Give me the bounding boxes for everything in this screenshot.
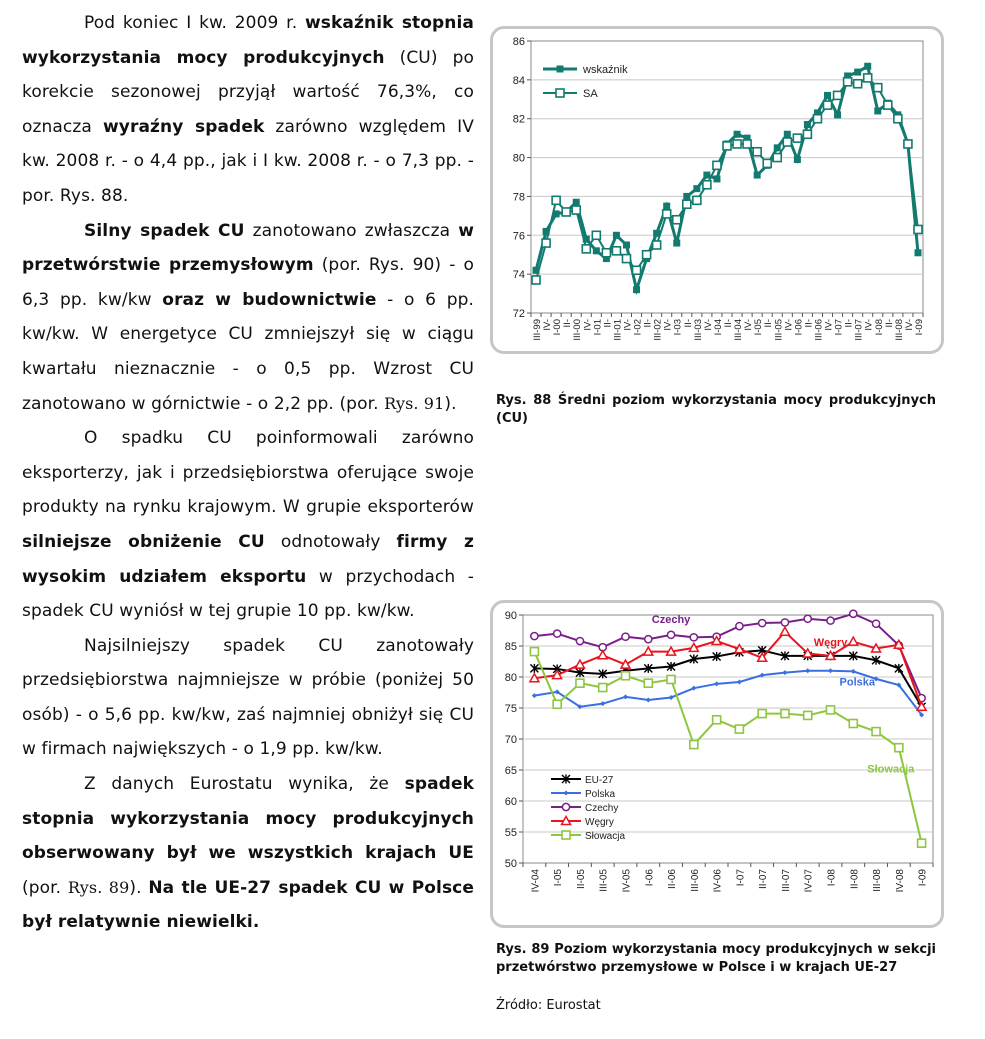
bold-text: oraz w budownictwie bbox=[162, 289, 377, 310]
y-tick-label: 50 bbox=[504, 858, 517, 870]
y-tick-label: 80 bbox=[504, 672, 517, 684]
data-point bbox=[874, 107, 881, 114]
data-point bbox=[773, 154, 781, 162]
y-tick-label: 74 bbox=[512, 269, 525, 282]
y-tick-label: 70 bbox=[504, 734, 517, 746]
data-point bbox=[592, 231, 600, 239]
annotation-słowacja: Słowacja bbox=[867, 763, 915, 776]
x-tick-label: I-08 bbox=[873, 319, 885, 336]
data-point bbox=[824, 92, 831, 99]
data-point bbox=[763, 159, 771, 167]
text-run: - o 6 pp. kw/kw. W energetyce CU zmniejszył się w ciągu kwartału nieznacznie - o 0,5 pp. Wzrost CU zanotowano w górnictwie - o 2,2 pp. (por. bbox=[22, 289, 475, 414]
legend-label: Węgry bbox=[585, 817, 614, 828]
x-tick-label: IV-05 bbox=[621, 869, 633, 893]
x-tick-label: III-99 bbox=[532, 319, 544, 341]
data-point bbox=[874, 84, 882, 92]
legend-label: wskaźnik bbox=[583, 64, 628, 76]
text-run: zarówno względem IV kw. 2008 r. - o 4,4 pp., jak i I kw. 2008 r. - o 7,3 pp. - por. Rys. 88. bbox=[22, 116, 474, 206]
data-point bbox=[884, 101, 892, 109]
data-point bbox=[872, 620, 879, 627]
data-point bbox=[844, 78, 852, 86]
cu-average-line-chart bbox=[493, 29, 941, 351]
cu-countries-line-chart bbox=[493, 603, 941, 925]
data-point bbox=[683, 200, 691, 208]
bold-text: Silny spadek CU bbox=[84, 220, 245, 241]
annotation-węgry: Węgry bbox=[813, 636, 848, 649]
data-point bbox=[703, 181, 711, 189]
x-tick-label: III-07 bbox=[780, 869, 792, 892]
x-tick-label: II-08 bbox=[849, 869, 861, 890]
x-tick-label: III-05 bbox=[773, 319, 785, 341]
data-point bbox=[849, 720, 857, 728]
caption-rys-89: Rys. 89 Poziom wykorzystania mocy produkcyjnych w sekcji przetwórstwo przemysłowe w Polsce i w krajach UE-27 bbox=[496, 942, 936, 975]
x-tick-label: IV- bbox=[743, 319, 755, 331]
text-run: (CU) po korekcie sezonowej przyjął wartość 76,3%, co oznacza bbox=[22, 47, 474, 137]
text-run: (por. bbox=[22, 877, 68, 898]
data-point bbox=[872, 728, 880, 736]
data-point bbox=[633, 286, 640, 293]
y-tick-label: 76 bbox=[512, 230, 525, 243]
x-tick-label: IV-04 bbox=[530, 869, 542, 893]
x-tick-label: III-00 bbox=[572, 319, 584, 341]
text-run: Pod koniec I kw. 2009 r. bbox=[84, 13, 305, 33]
data-point bbox=[794, 156, 801, 163]
bold-text: w przetwórstwie przemysłowym bbox=[22, 220, 474, 276]
x-tick-label: I-02 bbox=[632, 319, 644, 336]
x-tick-label: II- bbox=[723, 319, 734, 328]
x-tick-label: I-00 bbox=[552, 319, 564, 336]
data-point bbox=[530, 648, 538, 656]
y-tick-label: 85 bbox=[504, 641, 517, 653]
article-text bbox=[22, 6, 474, 940]
x-tick-label: II- bbox=[642, 319, 654, 328]
x-tick-label: I-01 bbox=[592, 319, 604, 336]
legend-marker bbox=[562, 831, 570, 839]
data-point bbox=[754, 172, 761, 179]
data-point bbox=[759, 619, 766, 626]
data-point bbox=[834, 91, 842, 99]
x-tick-label: II- bbox=[843, 319, 855, 328]
x-tick-label: IV- bbox=[783, 319, 795, 331]
chart-rys-89 bbox=[490, 600, 944, 928]
annotation-polska: Polska bbox=[839, 676, 876, 689]
x-tick-label: IV-06 bbox=[712, 869, 724, 893]
data-point bbox=[693, 196, 701, 204]
text-run: w przychodach - spadek CU wyniósł w tej grupie 10 pp. kw/kw. bbox=[22, 566, 475, 622]
data-point bbox=[793, 134, 801, 142]
data-point bbox=[904, 140, 912, 148]
data-point bbox=[622, 255, 630, 263]
y-tick-label: 82 bbox=[512, 113, 525, 126]
data-point bbox=[645, 636, 652, 643]
x-tick-label: II- bbox=[803, 319, 815, 328]
text-run: (por. Rys. 90) - o 6,3 pp. kw/kw bbox=[22, 255, 474, 310]
paragraph-2 bbox=[22, 214, 474, 422]
data-point bbox=[753, 148, 761, 156]
x-tick-label: IV- bbox=[622, 319, 634, 331]
x-tick-label: I-07 bbox=[833, 319, 845, 336]
paragraph-1 bbox=[22, 6, 474, 214]
data-point bbox=[758, 710, 766, 718]
x-tick-label: III-06 bbox=[813, 319, 825, 341]
y-tick-label: 60 bbox=[504, 796, 517, 808]
x-tick-label: III-04 bbox=[733, 319, 745, 341]
data-point bbox=[703, 172, 710, 179]
annotation-czechy: Czechy bbox=[651, 613, 691, 626]
data-point bbox=[552, 196, 560, 204]
data-point bbox=[622, 633, 629, 640]
x-tick-label: III-05 bbox=[598, 869, 610, 892]
data-point bbox=[576, 679, 584, 687]
x-tick-label: IV- bbox=[903, 319, 915, 331]
data-point bbox=[834, 111, 841, 118]
x-tick-label: I-09 bbox=[917, 869, 929, 887]
data-point bbox=[813, 115, 821, 123]
data-point bbox=[918, 839, 926, 847]
x-tick-label: II- bbox=[682, 319, 694, 328]
x-tick-label: IV-07 bbox=[803, 869, 815, 893]
text-run: Z danych Eurostatu wynika, że bbox=[84, 774, 405, 795]
data-point bbox=[667, 631, 674, 638]
data-point bbox=[562, 208, 570, 216]
bold-text: Na tle UE-27 spadek CU w Polsce był relatywnie niewielki. bbox=[22, 877, 474, 933]
data-point bbox=[602, 249, 610, 257]
data-point bbox=[713, 175, 720, 182]
y-tick-label: 78 bbox=[512, 191, 525, 204]
data-point bbox=[824, 101, 832, 109]
x-tick-label: II- bbox=[602, 319, 614, 328]
data-point bbox=[804, 711, 812, 719]
data-point bbox=[673, 240, 680, 247]
data-point bbox=[804, 121, 811, 128]
data-point bbox=[894, 115, 902, 123]
data-point bbox=[673, 216, 681, 224]
data-point bbox=[644, 679, 652, 687]
y-tick-label: 84 bbox=[512, 74, 525, 87]
x-tick-label: I-05 bbox=[553, 869, 565, 887]
x-tick-label: II- bbox=[883, 319, 895, 328]
data-point bbox=[554, 630, 561, 637]
data-point bbox=[864, 63, 871, 70]
data-point bbox=[733, 140, 741, 148]
x-tick-label: I-09 bbox=[913, 319, 925, 336]
figure-reference: Rys. 89 bbox=[67, 877, 130, 897]
data-point bbox=[827, 617, 834, 624]
legend-label: EU-27 bbox=[585, 775, 614, 786]
y-tick-label: 65 bbox=[504, 765, 517, 777]
data-point bbox=[553, 700, 561, 708]
x-tick-label: I-05 bbox=[753, 319, 765, 336]
x-tick-label: I-07 bbox=[735, 869, 747, 887]
y-tick-label: 86 bbox=[512, 36, 525, 48]
x-tick-label: I-03 bbox=[672, 319, 684, 336]
data-point bbox=[895, 744, 903, 752]
text-run: O spadku CU poinformowali zarówno eksporterzy, jak i przedsiębiorstwa oferujące swoje produkty na rynku krajowym. W grupie eksporterów bbox=[22, 428, 474, 518]
bold-text: wyraźny spadek bbox=[102, 116, 265, 137]
x-tick-label: IV- bbox=[582, 319, 594, 331]
legend-label: Słowacja bbox=[585, 831, 626, 842]
data-point bbox=[783, 138, 791, 146]
data-point bbox=[723, 142, 731, 150]
data-point bbox=[781, 619, 788, 626]
source-note: Źródło: Eurostat bbox=[496, 998, 601, 1013]
data-point bbox=[736, 623, 743, 630]
x-tick-label: I-08 bbox=[826, 869, 838, 887]
text-run: ). bbox=[129, 877, 149, 898]
data-point bbox=[735, 725, 743, 733]
x-tick-label: III-08 bbox=[872, 869, 884, 892]
x-tick-label: II-06 bbox=[667, 869, 679, 890]
data-point bbox=[593, 247, 600, 254]
x-tick-label: III-07 bbox=[853, 319, 865, 341]
x-tick-label: II- bbox=[562, 319, 574, 328]
data-point bbox=[854, 69, 861, 76]
data-point bbox=[914, 225, 922, 233]
y-tick-label: 55 bbox=[504, 827, 517, 839]
data-point bbox=[827, 706, 835, 714]
data-point bbox=[622, 672, 630, 680]
x-tick-label: III-08 bbox=[893, 319, 905, 341]
x-tick-label: IV- bbox=[662, 319, 674, 331]
text-run: ). bbox=[444, 393, 457, 414]
bold-text: firmy z wysokim udziałem eksportu bbox=[22, 531, 474, 587]
data-point bbox=[713, 716, 721, 724]
data-point bbox=[690, 634, 697, 641]
x-tick-label: II-05 bbox=[575, 869, 587, 890]
legend-marker bbox=[556, 89, 564, 97]
x-tick-label: II-07 bbox=[758, 869, 770, 890]
data-point bbox=[667, 675, 675, 683]
x-tick-label: III-01 bbox=[612, 319, 624, 341]
data-point bbox=[690, 741, 698, 749]
data-point bbox=[864, 74, 872, 82]
data-point bbox=[784, 131, 791, 138]
data-point bbox=[850, 610, 857, 617]
bold-text: wskaźnik stopnia wykorzystania mocy produkcyjnych bbox=[22, 13, 475, 68]
data-point bbox=[854, 80, 862, 88]
x-tick-label: IV- bbox=[863, 319, 875, 331]
paragraph-4 bbox=[22, 629, 474, 767]
x-tick-label: II- bbox=[763, 319, 775, 328]
data-point bbox=[531, 632, 538, 639]
y-tick-label: 75 bbox=[504, 703, 517, 715]
data-point bbox=[734, 131, 741, 138]
y-tick-label: 80 bbox=[512, 152, 525, 165]
chart-rys-88 bbox=[490, 26, 944, 354]
data-point bbox=[613, 232, 620, 239]
data-point bbox=[693, 185, 700, 192]
legend-label: Czechy bbox=[585, 803, 619, 814]
figure-reference: Rys. 91 bbox=[384, 393, 445, 413]
data-point bbox=[612, 247, 620, 255]
y-tick-label: 72 bbox=[512, 308, 525, 320]
text-run: zanotowano zwłaszcza bbox=[244, 220, 459, 241]
text-run: Najsilniejszy spadek CU zanotowały przedsiębiorstwa najmniejsze w próbie (poniżej 50 osób) - o 5,6 pp. kw/kw, zaś najmniej obniżył się CU w firmach największych - o 1,9 pp. kw/kw. bbox=[22, 635, 474, 760]
x-tick-label: IV-08 bbox=[894, 869, 906, 893]
caption-rys-88: Rys. 88 Średni poziom wykorzystania mocy produkcyjnych (CU) bbox=[496, 393, 936, 426]
x-tick-label: III-06 bbox=[689, 869, 701, 892]
y-tick-label: 90 bbox=[504, 610, 517, 622]
x-tick-label: III-02 bbox=[652, 319, 664, 341]
x-tick-label: IV- bbox=[702, 319, 714, 331]
x-tick-label: I-04 bbox=[712, 319, 724, 336]
legend-label: SA bbox=[583, 88, 598, 100]
data-point bbox=[643, 251, 651, 259]
data-point bbox=[663, 210, 671, 218]
data-point bbox=[663, 203, 670, 210]
data-point bbox=[914, 249, 921, 256]
bold-text: silniejsze obniżenie CU bbox=[22, 531, 265, 552]
data-point bbox=[623, 242, 630, 249]
data-point bbox=[653, 241, 661, 249]
data-point bbox=[576, 637, 583, 644]
legend-label: Polska bbox=[585, 789, 616, 800]
x-tick-label: I-06 bbox=[793, 319, 805, 336]
legend-marker bbox=[557, 66, 564, 73]
legend-marker bbox=[562, 803, 569, 810]
x-tick-label: III-03 bbox=[692, 319, 704, 341]
data-point bbox=[542, 239, 550, 247]
x-tick-label: IV- bbox=[823, 319, 835, 331]
data-point bbox=[774, 144, 781, 151]
text-run: odnotowały bbox=[264, 531, 397, 552]
data-point bbox=[804, 615, 811, 622]
x-tick-label: I-06 bbox=[644, 869, 656, 887]
data-point bbox=[743, 140, 751, 148]
data-point bbox=[582, 245, 590, 253]
data-point bbox=[572, 206, 580, 214]
data-point bbox=[683, 193, 690, 200]
bold-text: spadek stopnia wykorzystania mocy produkcyjnych obserwowany był we wszystkich krajach UE bbox=[22, 774, 474, 864]
data-point bbox=[713, 161, 721, 169]
paragraph-3 bbox=[22, 421, 474, 629]
x-tick-label: IV- bbox=[542, 319, 554, 331]
data-point bbox=[573, 199, 580, 206]
data-point bbox=[633, 266, 641, 274]
paragraph-5 bbox=[22, 767, 474, 940]
data-point bbox=[532, 276, 540, 284]
data-point bbox=[781, 710, 789, 718]
data-point bbox=[803, 130, 811, 138]
data-point bbox=[599, 684, 607, 692]
